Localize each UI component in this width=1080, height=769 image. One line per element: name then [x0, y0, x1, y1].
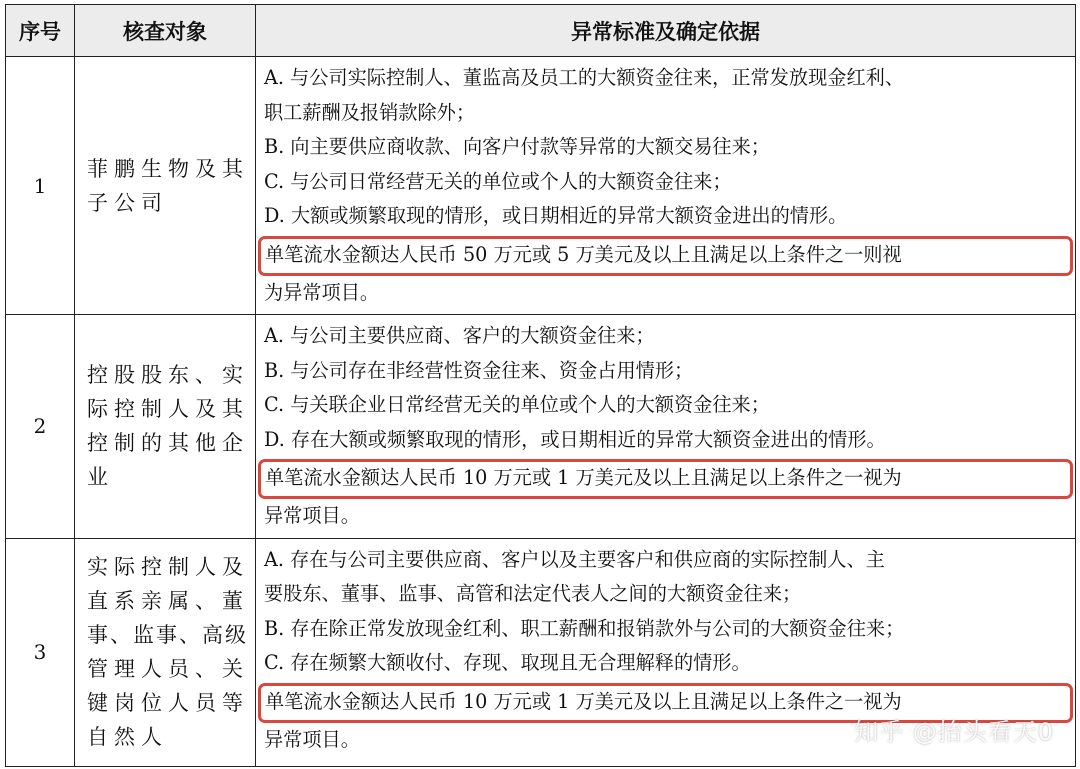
criteria-line: 异常项目。	[264, 727, 360, 751]
criteria-line: B. 向主要供应商收款、向客户付款等异常的大额交易往来；	[264, 135, 770, 158]
criteria-line: D. 大额或频繁取现的情形，或日期相近的异常大额资金进出的情形。	[264, 204, 848, 227]
criteria-line: 异常项目。	[264, 504, 360, 527]
row-number: 1	[6, 57, 75, 315]
row-object	[75, 315, 256, 539]
header-serial-number: 序号	[6, 5, 75, 57]
highlighted-threshold-line: 单笔流水金额达人民币 10 万元或 1 万美元及以上且满足以上条件之一视为	[258, 683, 1073, 723]
criteria-line: 职工薪酬及报销款除外；	[264, 100, 476, 124]
criteria-line: A. 与公司主要供应商、客户的大额资金往来；	[264, 324, 655, 347]
highlighted-threshold-line: 单笔流水金额达人民币 10 万元或 1 万美元及以上且满足以上条件之一视为	[258, 459, 1073, 499]
object-line: 实际控制人及	[87, 555, 249, 579]
criteria-line: C. 存在频繁大额收付、存现、取现且无合理解释的情形。	[264, 651, 751, 674]
criteria-line: D. 存在大额或频繁取现的情形，或日期相近的异常大额资金进出的情形。	[264, 427, 886, 451]
criteria-line: A. 与公司实际控制人、董监高及员工的大额资金往来，正常发放现金红利、	[264, 66, 905, 89]
object-line: 管理人员、关	[87, 657, 249, 681]
row-criteria	[256, 315, 1076, 539]
criteria-line: C. 与公司日常经营无关的单位或个人的大额资金往来；	[264, 169, 732, 193]
row-number: 2	[6, 315, 75, 539]
row-number: 3	[6, 538, 75, 766]
object-line: 自然人	[87, 725, 168, 749]
object-line: 控股股东、实	[87, 363, 249, 388]
criteria-line: C. 与关联企业日常经营无关的单位或个人的大额资金往来；	[264, 393, 770, 416]
object-line: 直系亲属、董	[87, 589, 249, 613]
object-line: 菲鹏生物及其	[87, 156, 249, 181]
object-line: 控制的其他企	[87, 431, 249, 456]
criteria-line: B. 与公司存在非经营性资金往来、资金占用情形；	[264, 358, 694, 382]
zhihu-watermark: 知乎 @抬头看天0	[854, 718, 1054, 746]
criteria-line: 为异常项目。	[264, 280, 380, 304]
table-row	[6, 57, 1076, 315]
object-line: 子公司	[87, 190, 168, 215]
verification-table	[5, 4, 1076, 767]
table-row	[6, 315, 1076, 539]
object-line: 事、监事、高级	[87, 623, 248, 647]
header-abnormal-criteria: 异常标准及确定依据	[256, 5, 1076, 57]
row-criteria	[256, 57, 1076, 315]
object-line: 际控制人及其	[87, 397, 249, 422]
criteria-line: 要股东、董事、监事、高管和法定代表人之间的大额资金往来；	[264, 582, 802, 605]
row-object	[75, 538, 256, 766]
criteria-line: B. 存在除正常发放现金红利、职工薪酬和报销款外与公司的大额资金往来；	[264, 616, 905, 640]
highlighted-threshold-line: 单笔流水金额达人民币 50 万元或 5 万美元及以上且满足以上条件之一则视	[258, 236, 1073, 276]
object-line: 业	[87, 465, 114, 490]
row-object	[75, 57, 256, 315]
table-header-row	[6, 5, 1076, 57]
criteria-line: A. 存在与公司主要供应商、客户以及主要客户和供应商的实际控制人、主	[264, 547, 885, 571]
header-verification-object: 核查对象	[75, 5, 256, 57]
object-line: 键岗位人员等	[87, 691, 249, 715]
